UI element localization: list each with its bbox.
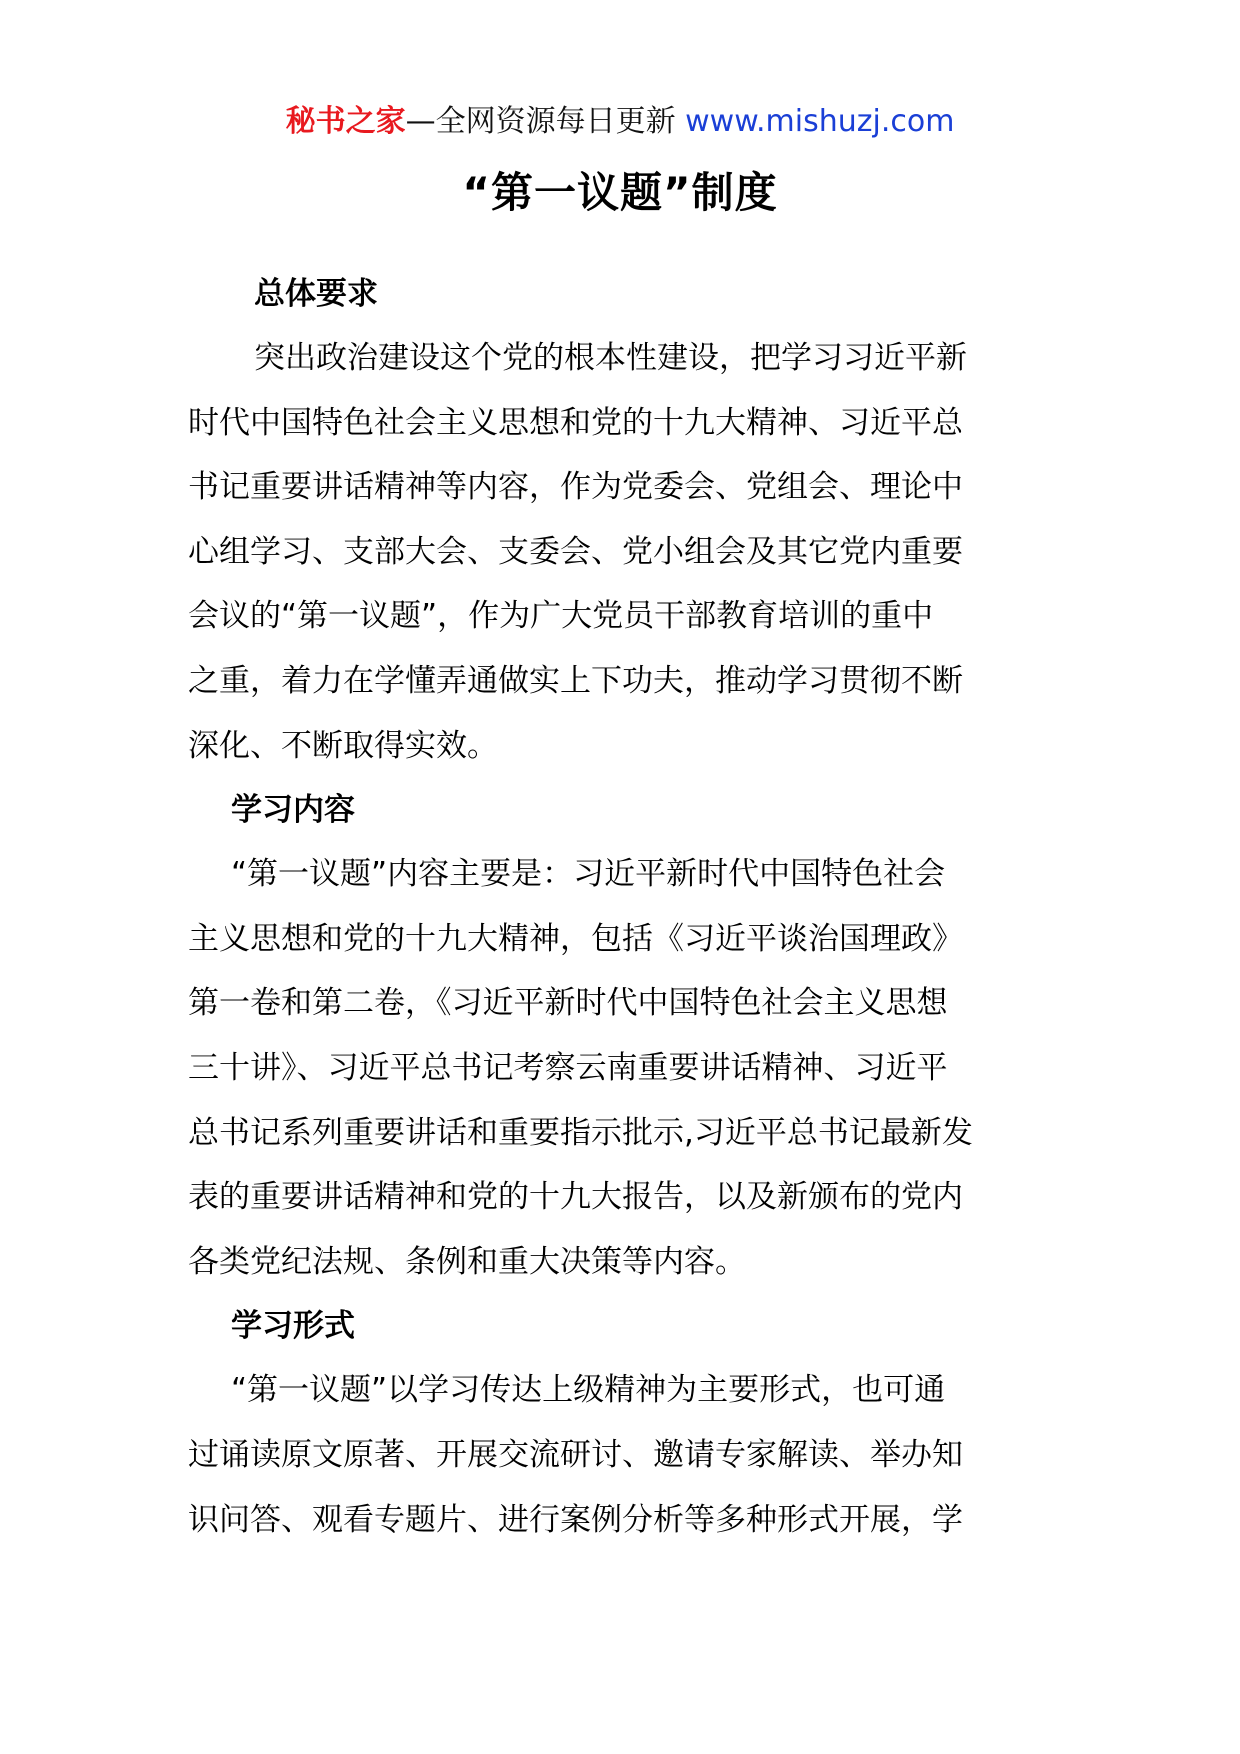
- paragraph-line: 表的重要讲话精神和党的十九大报告，以及新颁布的党内: [188, 1179, 963, 1216]
- section-paragraph: [188, 1358, 1048, 1552]
- paragraph-line: 各类党纪法规、条例和重大决策等内容。: [188, 1243, 746, 1280]
- site-header: [0, 100, 1240, 144]
- paragraph-line: “第一议题”以学习传达上级精神为主要形式，也可通: [231, 1372, 946, 1409]
- paragraph-line: 总书记系列重要讲话和重要指示批示,习近平总书记最新发: [188, 1114, 973, 1151]
- paragraph-line: 第一卷和第二卷，《习近平新时代中国特色社会主义思想: [188, 985, 948, 1022]
- paragraph-line: 之重，着力在学懂弄通做实上下功夫，推动学习贯彻不断: [188, 662, 963, 699]
- paragraph-line: 主义思想和党的十九大精神，包括《习近平谈治国理政》: [188, 920, 963, 957]
- paragraph-line: 书记重要讲话精神等内容，作为党委会、党组会、理论中: [188, 469, 963, 506]
- header-url[interactable]: www.mishuzj.com: [685, 104, 955, 139]
- paragraph-line: 三十讲》、习近平总书记考察云南重要讲话精神、习近平: [188, 1049, 948, 1086]
- paragraph-line: 深化、不断取得实效。: [188, 727, 498, 764]
- section-paragraph: [188, 842, 1048, 1294]
- paragraph-line: 时代中国特色社会主义思想和党的十九大精神、习近平总: [188, 404, 963, 441]
- paragraph-line: 会议的“第一议题”，作为广大党员干部教育培训的重中: [188, 598, 934, 635]
- paragraph-line: 突出政治建设这个党的根本性建设，把学习习近平新: [254, 340, 967, 376]
- paragraph-line: “第一议题”内容主要是：习近平新时代中国特色社会: [231, 856, 946, 893]
- section-paragraph: [188, 326, 1048, 778]
- paragraph-line: 识问答、观看专题片、进行案例分析等多种形式开展，学: [188, 1501, 963, 1538]
- section-heading: 总体要求: [254, 276, 378, 312]
- section-heading: 学习形式: [231, 1308, 355, 1345]
- paragraph-line: 心组学习、支部大会、支委会、党小组会及其它党内重要: [188, 533, 963, 570]
- brand-name: 秘书之家: [285, 104, 406, 139]
- header-slogan: —全网资源每日更新: [405, 104, 676, 139]
- document-body: [188, 262, 1048, 1552]
- paragraph-line: 过诵读原文原著、开展交流研讨、邀请专家解读、举办知: [188, 1436, 963, 1473]
- section-heading: 学习内容: [231, 792, 355, 829]
- document-title: “第一议题”制度: [462, 168, 778, 217]
